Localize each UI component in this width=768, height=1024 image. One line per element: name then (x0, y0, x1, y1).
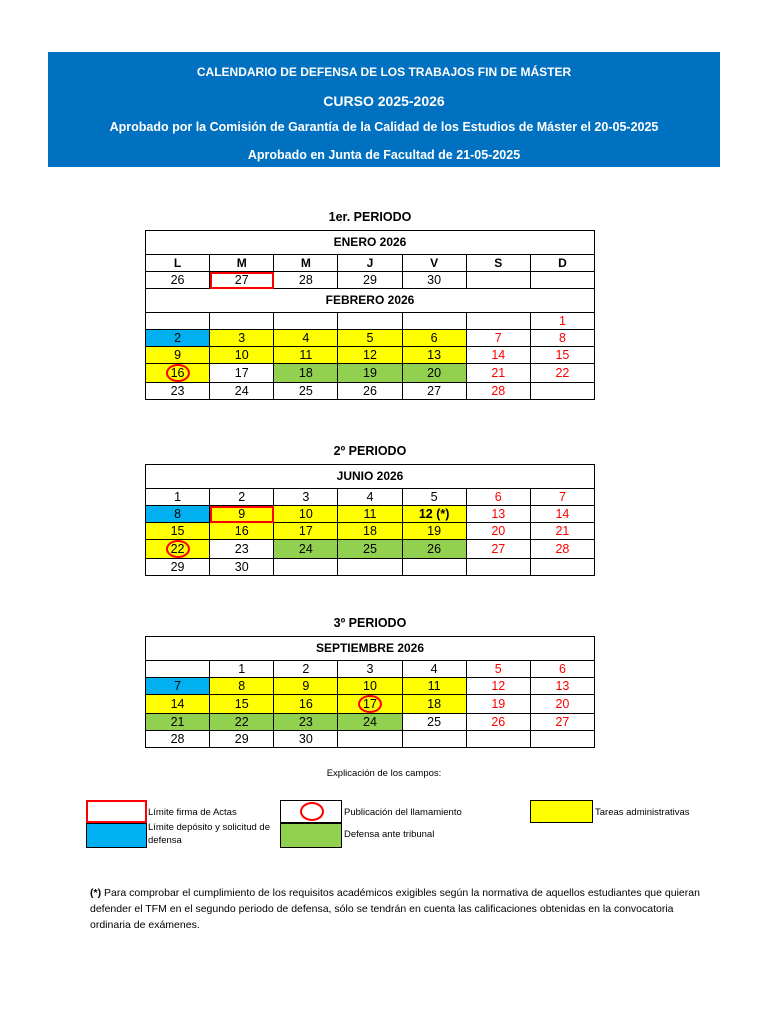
day-cell-deposit-limit: 8 (146, 506, 210, 523)
day-cell-admin-tasks: 11 (274, 347, 338, 364)
week-row (146, 347, 595, 364)
day-cell-admin-tasks: 4 (274, 330, 338, 347)
legend-label-publicacion: Publicación del llamamiento (344, 807, 462, 818)
day-cell-admin-tasks: 10 (338, 678, 402, 695)
header-banner (48, 52, 720, 167)
day-cell (466, 731, 530, 748)
day-header: V (402, 255, 466, 272)
day-cell: 26 (466, 714, 530, 731)
day-cell: 20 (530, 695, 594, 714)
day-cell: 1 (210, 661, 274, 678)
day-cell (338, 559, 402, 576)
day-cell: 30 (274, 731, 338, 748)
day-cell-defense: 23 (274, 714, 338, 731)
day-cell: 6 (530, 661, 594, 678)
day-header: M (210, 255, 274, 272)
legend-swatch-actas (86, 800, 147, 823)
month-header-junio: JUNIO 2026 (146, 465, 595, 489)
day-cell: 3 (274, 489, 338, 506)
period-3-title: 3º PERIODO (333, 616, 407, 630)
month-header-enero: ENERO 2026 (146, 231, 595, 255)
week-row (146, 678, 595, 695)
day-cell-publication (146, 364, 210, 383)
week-row (146, 506, 595, 523)
day-cell (530, 272, 594, 289)
publication-circle-mark: 16 (166, 364, 190, 382)
day-cell: 23 (146, 383, 210, 400)
period-1-title: 1er. PERIODO (328, 210, 412, 224)
day-cell: 20 (466, 523, 530, 540)
footnote (90, 885, 710, 933)
day-cell: 27 (466, 540, 530, 559)
day-cell: 7 (530, 489, 594, 506)
day-cell-admin-tasks: 11 (402, 678, 466, 695)
day-cell: 28 (466, 383, 530, 400)
day-cell: 2 (274, 661, 338, 678)
day-cell (402, 731, 466, 748)
day-cell-deposit-limit: 7 (146, 678, 210, 695)
day-cell-defense: 22 (210, 714, 274, 731)
day-cell-actas-limit: 27 (210, 272, 274, 289)
day-cell: 23 (210, 540, 274, 559)
legend-swatch-publicacion (280, 800, 342, 823)
day-cell: 21 (466, 364, 530, 383)
day-cell (466, 559, 530, 576)
day-cell-defense: 19 (338, 364, 402, 383)
circle-icon (300, 802, 324, 821)
calendar-period-3 (145, 636, 595, 748)
day-cell-admin-tasks: 18 (402, 695, 466, 714)
week-row (146, 559, 595, 576)
day-cell-defense: 24 (338, 714, 402, 731)
calendar-period-2 (145, 464, 595, 576)
day-cell: 3 (338, 661, 402, 678)
footnote-mark: (*) (90, 887, 102, 899)
legend-label-defensa: Defensa ante tribunal (344, 829, 435, 840)
publication-circle-mark: 22 (166, 540, 190, 558)
day-cell: 14 (466, 347, 530, 364)
day-cell-publication (146, 540, 210, 559)
day-cell: 28 (274, 272, 338, 289)
day-cell-admin-tasks: 10 (210, 347, 274, 364)
day-cell-admin-tasks: 8 (210, 678, 274, 695)
day-cell-admin-tasks: 12 (338, 347, 402, 364)
legend-label-actas: Límite firma de Actas (148, 807, 237, 818)
day-header: S (466, 255, 530, 272)
legend-label-deposito: Límite depósito y solicitud de defensa (148, 822, 270, 846)
day-cell: 15 (530, 347, 594, 364)
week-row (146, 714, 595, 731)
day-cell: 27 (402, 383, 466, 400)
day-cell (274, 313, 338, 330)
day-cell-admin-tasks: 10 (274, 506, 338, 523)
month-header-septiembre: SEPTIEMBRE 2026 (146, 637, 595, 661)
publication-circle-mark: 17 (358, 695, 382, 713)
day-cell: 5 (402, 489, 466, 506)
day-cell-admin-tasks: 13 (402, 347, 466, 364)
day-cell: 13 (466, 506, 530, 523)
day-cell: 25 (402, 714, 466, 731)
day-cell-admin-tasks: 15 (210, 695, 274, 714)
day-cell (146, 313, 210, 330)
day-cell: 8 (530, 330, 594, 347)
day-header: M (274, 255, 338, 272)
legend-label-tareas: Tareas administrativas (595, 807, 690, 818)
day-cell-admin-tasks: 11 (338, 506, 402, 523)
day-cell: 24 (210, 383, 274, 400)
day-cell-defense: 18 (274, 364, 338, 383)
day-cell: 17 (210, 364, 274, 383)
day-cell-admin-tasks: 6 (402, 330, 466, 347)
day-cell: 2 (210, 489, 274, 506)
day-cell (530, 559, 594, 576)
header-course: CURSO 2025-2026 (323, 93, 445, 109)
day-cell: 4 (338, 489, 402, 506)
day-cell-admin-tasks: 16 (274, 695, 338, 714)
legend-swatch-defensa (280, 823, 342, 848)
week-row (146, 489, 595, 506)
day-cell: 28 (530, 540, 594, 559)
day-cell (402, 313, 466, 330)
period-2-title: 2º PERIODO (333, 444, 407, 458)
month-header-febrero: FEBRERO 2026 (146, 289, 595, 313)
day-cell: 30 (402, 272, 466, 289)
day-cell (466, 313, 530, 330)
day-header: L (146, 255, 210, 272)
week-row (146, 272, 595, 289)
day-cell: 12 (466, 678, 530, 695)
day-cell: 29 (338, 272, 402, 289)
day-cell (338, 731, 402, 748)
week-row (146, 330, 595, 347)
day-header: D (530, 255, 594, 272)
legend-swatch-deposito (86, 823, 147, 848)
day-cell: 26 (338, 383, 402, 400)
day-cell-admin-tasks-note: 12 (*) (402, 506, 466, 523)
legend-swatch-tareas (530, 800, 593, 823)
day-cell-admin-tasks: 14 (146, 695, 210, 714)
week-row (146, 731, 595, 748)
day-cell-defense: 21 (146, 714, 210, 731)
day-cell (466, 272, 530, 289)
day-cell: 6 (466, 489, 530, 506)
day-cell-defense: 24 (274, 540, 338, 559)
footnote-text: Para comprobar el cumplimiento de los requisitos académicos exigibles según la normativa de aquellos estudiantes que quieran defender el TFM en el segundo periodo de defensa, sólo se tendrán en cuenta las calificaciones obtenidas en la convocatoria ordinaria de exámenes. (90, 887, 700, 931)
day-cell-defense: 25 (338, 540, 402, 559)
week-row (146, 383, 595, 400)
day-cell: 7 (466, 330, 530, 347)
day-cell-admin-tasks: 15 (146, 523, 210, 540)
day-cell (146, 661, 210, 678)
day-cell-defense: 26 (402, 540, 466, 559)
day-cell: 19 (466, 695, 530, 714)
day-cell: 22 (530, 364, 594, 383)
day-cell-publication (338, 695, 402, 714)
week-row (146, 313, 595, 330)
day-cell: 14 (530, 506, 594, 523)
header-approval-faculty: Aprobado en Junta de Facultad de 21-05-2025 (247, 148, 521, 162)
week-row (146, 695, 595, 714)
day-cell (274, 559, 338, 576)
day-cell: 28 (146, 731, 210, 748)
day-cell-admin-tasks: 16 (210, 523, 274, 540)
day-cell-admin-tasks: 3 (210, 330, 274, 347)
day-cell (338, 313, 402, 330)
day-cell-admin-tasks: 18 (338, 523, 402, 540)
day-header: J (338, 255, 402, 272)
day-cell: 5 (466, 661, 530, 678)
day-cell: 13 (530, 678, 594, 695)
day-cell: 1 (146, 489, 210, 506)
day-cell-admin-tasks: 5 (338, 330, 402, 347)
day-cell-defense: 20 (402, 364, 466, 383)
day-cell (402, 559, 466, 576)
day-cell-actas-limit: 9 (210, 506, 274, 523)
header-title: CALENDARIO DE DEFENSA DE LOS TRABAJOS FIN DE MÁSTER (196, 65, 572, 79)
week-row (146, 661, 595, 678)
calendar-period-1 (145, 230, 595, 400)
day-cell: 26 (146, 272, 210, 289)
day-cell: 1 (530, 313, 594, 330)
day-cell: 25 (274, 383, 338, 400)
week-row (146, 540, 595, 559)
day-cell-admin-tasks: 17 (274, 523, 338, 540)
day-cell: 29 (146, 559, 210, 576)
week-row (146, 364, 595, 383)
legend-title: Explicación de los campos: (326, 768, 442, 779)
day-cell-admin-tasks: 9 (274, 678, 338, 695)
day-cell: 21 (530, 523, 594, 540)
day-cell-deposit-limit: 2 (146, 330, 210, 347)
week-row (146, 523, 595, 540)
day-cell: 30 (210, 559, 274, 576)
day-cell (210, 313, 274, 330)
day-cell: 4 (402, 661, 466, 678)
day-cell-admin-tasks: 19 (402, 523, 466, 540)
header-approval-commission: Aprobado por la Comisión de Garantía de la Calidad de los Estudios de Máster el 20-05-2025 (109, 120, 659, 134)
day-header-row (146, 255, 595, 272)
day-cell: 27 (530, 714, 594, 731)
day-cell (530, 383, 594, 400)
day-cell: 29 (210, 731, 274, 748)
day-cell-admin-tasks: 9 (146, 347, 210, 364)
day-cell (530, 731, 594, 748)
